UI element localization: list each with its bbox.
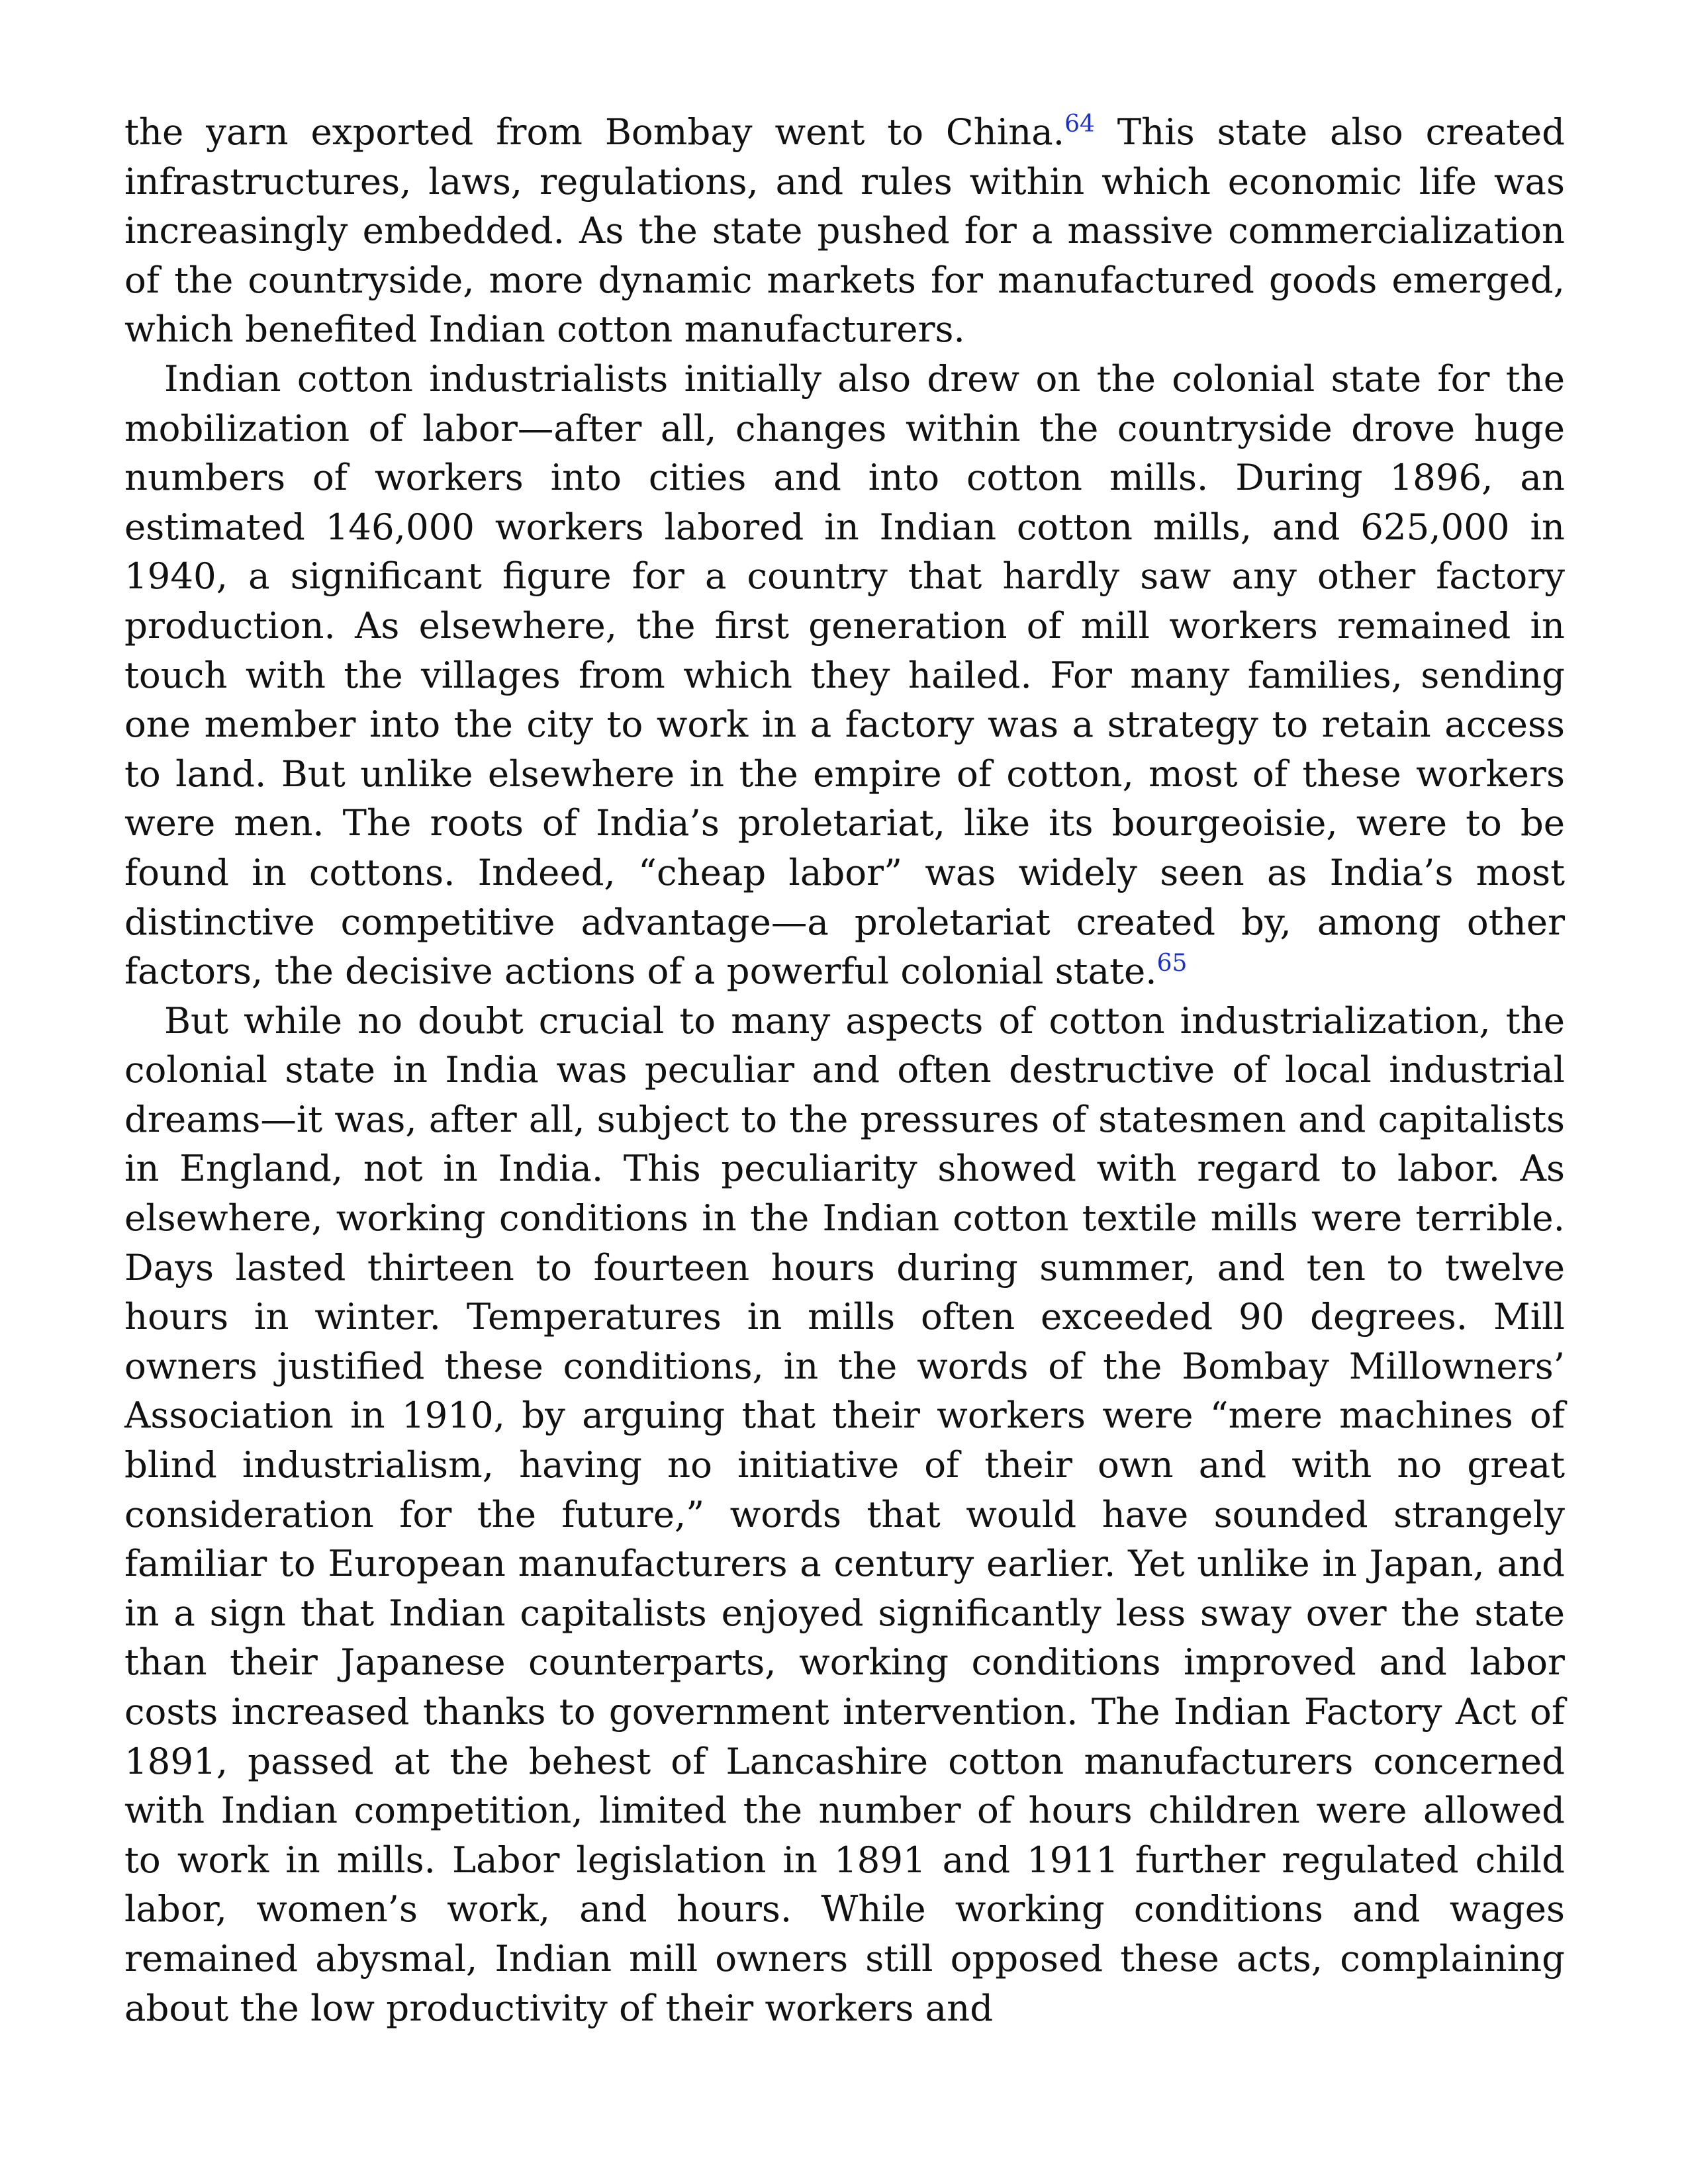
paragraph-2 <box>124 354 1565 996</box>
paragraph-3 <box>124 996 1565 2032</box>
footnote-ref-64[interactable]: 64 <box>1064 111 1095 138</box>
paragraph-text: Indian cotton industrialists initially also drew on the colonial state for the mobilization of labor—after all, changes within the countryside drove huge numbers of workers into cities and into cotton mills. During 1896, an estimated 146,000 workers labored in Indian cotton mills, and 625,000 in 1940, a significant figure for a country that hardly saw any other factory production. As elsewhere, the first generation of mill workers remained in touch with the villages from which they hailed. For many families, sending one member into the city to work in a factory was a strategy to retain access to land. But unlike elsewhere in the empire of cotton, most of these workers were men. The roots of India’s proletariat, like its bourgeoisie, were to be found in cottons. Indeed, “cheap labor” was widely seen as India’s most distinctive competitive advantage—a proletariat created by, among other factors, the decisive actions of a powerful colonial state. <box>124 357 1565 993</box>
paragraph-text: This state also created infrastructures, laws, regulations, and rules within which economic life was increasingly embedded. As the state pushed for a massive commercialization of the countryside, more dynamic markets for manufactured goods emerged, which benefited Indian cotton manufacturers. <box>124 111 1565 351</box>
paragraph-text: But while no doubt crucial to many aspects of cotton industrialization, the colonial state in India was peculiar and often destructive of local industrial dreams—it was, after all, subject to the pressures of statesmen and capitalists in England, not in India. This peculiarity showed with regard to labor. As elsewhere, working conditions in the Indian cotton textile mills were terrible. Days lasted thirteen to fourteen hours during summer, and ten to twelve hours in winter. Temperatures in mills often exceeded 90 degrees. Mill owners justified these conditions, in the words of the Bombay Millowners’ Association in 1910, by arguing that their workers were “mere machines of blind industrialism, having no initiative of their own and with no great consideration for the future,” words that would have sounded strangely familiar to European manufacturers a century earlier. Yet unlike in Japan, and in a sign that Indian capitalists enjoyed significantly less sway over the state than their Japanese counterparts, working conditions improved and labor costs increased thanks to government intervention. The Indian Factory Act of 1891, passed at the behest of Lancashire cotton manufacturers concerned with Indian competition, limited the number of hours children were allowed to work in mills. Labor legislation in 1891 and 1911 further regulated child labor, women’s work, and hours. While working conditions and wages remained abysmal, Indian mill owners still opposed these acts, complaining about the low productivity of their workers and <box>124 999 1565 2029</box>
paragraph-1 <box>124 107 1565 354</box>
paragraph-text: the yarn exported from Bombay went to China. <box>124 111 1065 153</box>
footnote-ref-65[interactable]: 65 <box>1156 950 1188 978</box>
book-page-body <box>124 107 1565 2032</box>
